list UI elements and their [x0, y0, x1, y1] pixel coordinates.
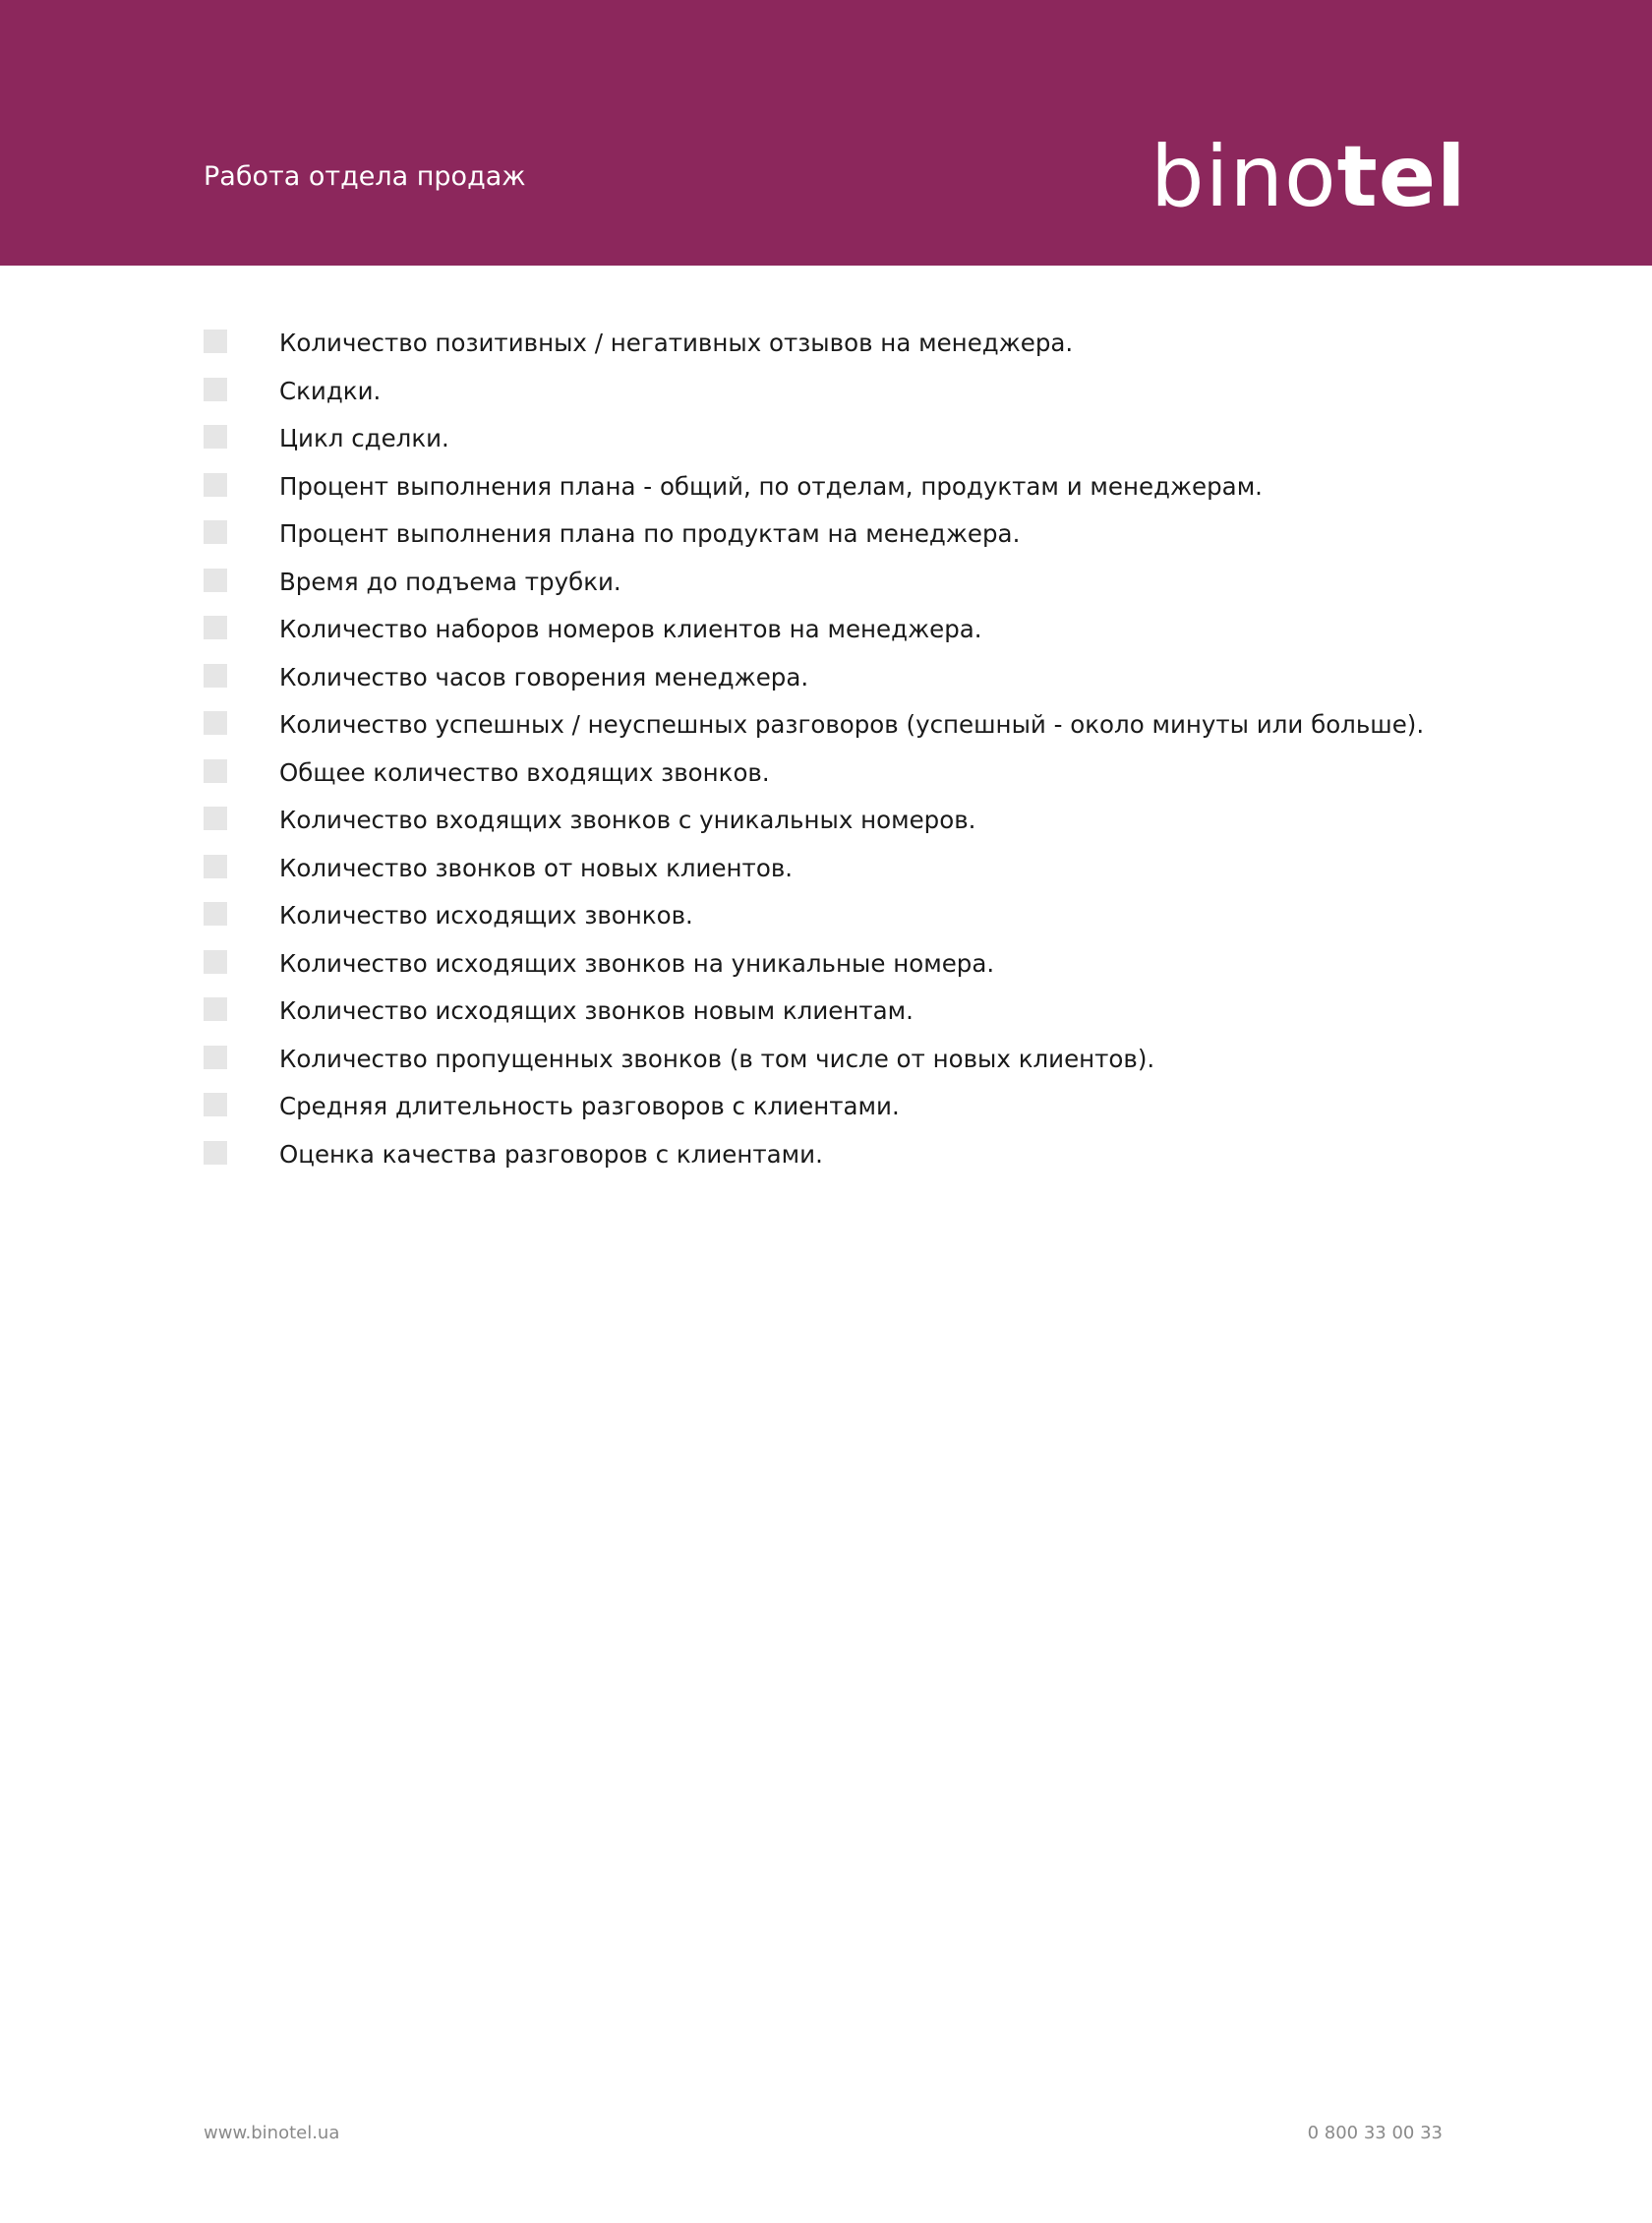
checkbox-icon[interactable]	[204, 1046, 227, 1069]
checklist-item	[204, 805, 1482, 853]
checklist-item-label: Количество звонков от новых клиентов.	[279, 853, 794, 882]
checklist-item	[204, 900, 1482, 948]
checklist-item	[204, 1091, 1482, 1139]
checkbox-icon[interactable]	[204, 520, 227, 544]
page-header	[0, 0, 1652, 266]
checkbox-icon[interactable]	[204, 378, 227, 401]
checklist-item-label: Количество наборов номеров клиентов на менеджера.	[279, 615, 982, 643]
checklist-item	[204, 423, 1482, 471]
checklist-item	[204, 662, 1482, 710]
checklist-item-label: Количество исходящих звонков на уникальные номера.	[279, 948, 995, 978]
checkbox-icon[interactable]	[204, 473, 227, 497]
logo-text-light: bino	[1150, 128, 1337, 226]
footer-website: www.binotel.ua	[204, 2123, 340, 2143]
checkbox-icon[interactable]	[204, 950, 227, 974]
checklist-item-label: Количество пропущенных звонков (в том числе от новых клиентов).	[279, 1044, 1155, 1073]
checklist-item	[204, 757, 1482, 806]
metrics-checklist	[204, 328, 1482, 1186]
checkbox-icon[interactable]	[204, 997, 227, 1021]
checklist-item	[204, 567, 1482, 615]
logo-text-bold: tel	[1336, 128, 1467, 226]
checklist-item-label: Количество успешных / неуспешных разговоров (успешный - около минуты или больше).	[279, 710, 1425, 739]
checklist-item	[204, 1044, 1482, 1092]
checklist-item-label: Количество часов говорения менеджера.	[279, 662, 809, 691]
checklist-item-label: Процент выполнения плана - общий, по отделам, продуктам и менеджерам.	[279, 471, 1263, 501]
checklist-item-label: Количество исходящих звонков.	[279, 901, 693, 930]
checkbox-icon[interactable]	[204, 425, 227, 449]
footer-phone: 0 800 33 00 33	[1307, 2123, 1443, 2143]
checklist-item	[204, 614, 1482, 662]
checklist-item	[204, 1139, 1482, 1187]
checklist-item	[204, 948, 1482, 996]
checkbox-icon[interactable]	[204, 569, 227, 592]
checklist-item-label: Скидки.	[279, 376, 382, 405]
checklist-item-label: Общее количество входящих звонков.	[279, 757, 770, 787]
checklist-item	[204, 518, 1482, 567]
checkbox-icon[interactable]	[204, 1093, 227, 1116]
checklist-item-label: Цикл сделки.	[279, 424, 449, 452]
checkbox-icon[interactable]	[204, 711, 227, 735]
checklist-item	[204, 376, 1482, 424]
checklist-item	[204, 853, 1482, 901]
checklist-item	[204, 471, 1482, 519]
checkbox-icon[interactable]	[204, 330, 227, 353]
checkbox-icon[interactable]	[204, 807, 227, 830]
checkbox-icon[interactable]	[204, 855, 227, 878]
checkbox-icon[interactable]	[204, 759, 227, 783]
checklist-item-label: Количество исходящих звонков новым клиентам.	[279, 996, 914, 1025]
checklist-item-label: Средняя длительность разговоров с клиентами.	[279, 1092, 900, 1120]
checklist-item	[204, 995, 1482, 1044]
checklist-item-label: Процент выполнения плана по продуктам на менеджера.	[279, 519, 1021, 548]
checklist-item	[204, 709, 1482, 757]
checklist-item-label: Количество позитивных / негативных отзывов на менеджера.	[279, 329, 1074, 357]
binotel-logo	[1150, 128, 1467, 226]
page-title: Работа отдела продаж	[204, 161, 526, 192]
checkbox-icon[interactable]	[204, 902, 227, 926]
checkbox-icon[interactable]	[204, 616, 227, 639]
checklist-item-label: Количество входящих звонков с уникальных номеров.	[279, 806, 976, 834]
checkbox-icon[interactable]	[204, 1141, 227, 1165]
checklist-item-label: Оценка качества разговоров с клиентами.	[279, 1139, 823, 1169]
checklist-item-label: Время до подъема трубки.	[279, 567, 621, 596]
checkbox-icon[interactable]	[204, 664, 227, 688]
checklist-item	[204, 328, 1482, 376]
